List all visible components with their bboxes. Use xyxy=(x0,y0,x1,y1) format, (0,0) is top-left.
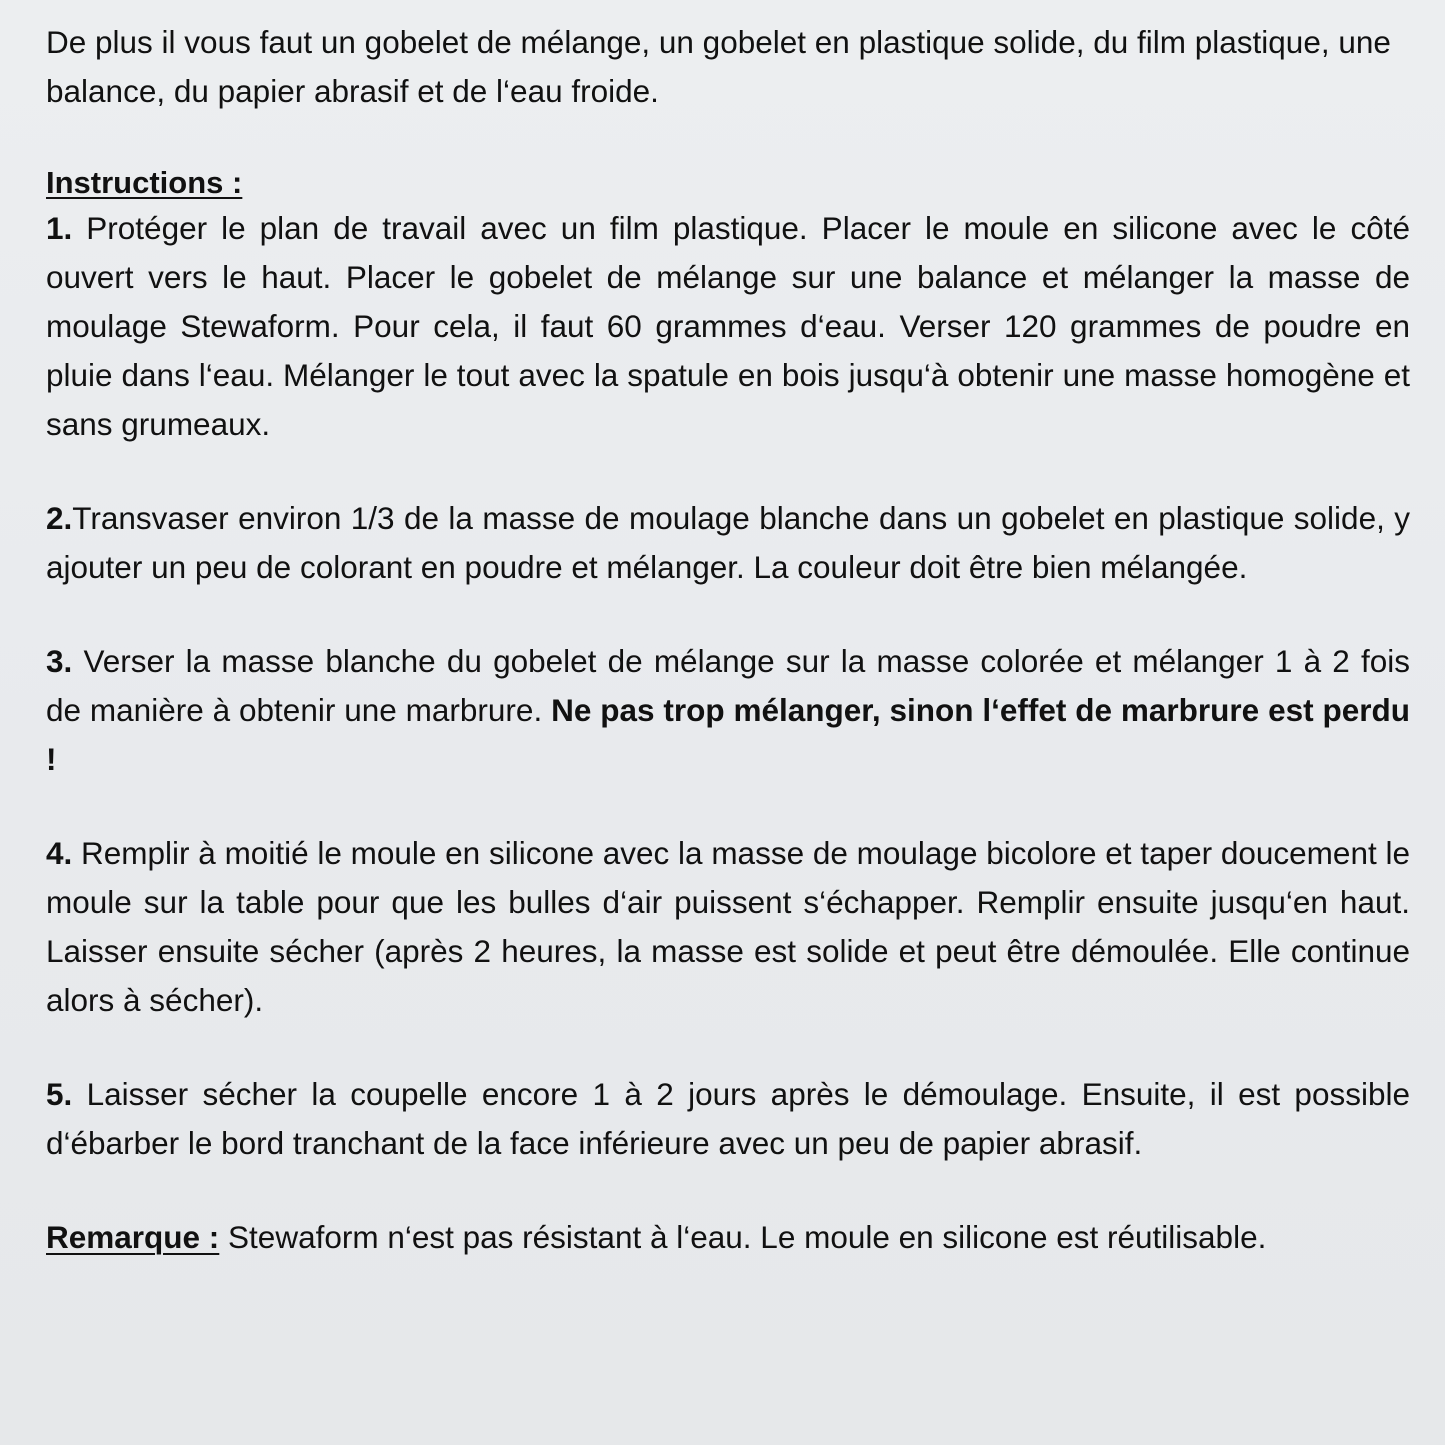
step-text: Laisser sécher la coupelle encore 1 à 2 jours après le démoulage. Ensuite, il est possible d‘ébarber le bord tranchant de la face inférieure avec un peu de papier abrasif. xyxy=(46,1076,1410,1161)
step-number: 2. xyxy=(46,500,73,536)
step-text: Remplir à moitié le moule en silicone avec la masse de moulage bicolore et taper doucement le moule sur la table pour que les bulles d‘air puissent s‘échapper. Remplir ensuite jusqu‘en haut. Laisser ensuite sécher (après 2 heures, la masse est solide et peut être démoulée. Elle continue alors à sécher). xyxy=(46,835,1410,1018)
intro-paragraph: De plus il vous faut un gobelet de mélange, un gobelet en plastique solide, du film plastique, une balance, du papier abrasif et de l‘eau froide. xyxy=(46,24,1391,109)
instructions-heading: Instructions : xyxy=(46,165,243,200)
step-text: Verser la masse blanche du gobelet de mélange sur la masse colorée et mélanger 1 à 2 fois de manière à obtenir une marbrure. xyxy=(46,643,1410,728)
step-number: 5. xyxy=(46,1076,73,1112)
instructions-heading-row xyxy=(46,162,1415,204)
remark-text: Stewaform n‘est pas résistant à l‘eau. Le moule en silicone est réutilisable. xyxy=(219,1219,1267,1255)
step-warning: Ne pas trop mélanger, sinon l‘effet de marbrure est perdu ! xyxy=(46,692,1410,777)
step-text: Protéger le plan de travail avec un film plastique. Placer le moule en silicone avec le côté ouvert vers le haut. Placer le gobelet de mélange sur une balance et mélanger la masse de moulage Stewaform. Pour cela, il faut 60 grammes d‘eau. Verser 120 grammes de poudre en pluie dans l‘eau. Mélanger le tout avec la spatule en bois jusqu‘à obtenir une masse homogène et sans grumeaux. xyxy=(46,210,1410,442)
step-number: 4. xyxy=(46,835,73,871)
step-number: 3. xyxy=(46,643,73,679)
step-2 xyxy=(46,494,1410,592)
step-1 xyxy=(46,204,1410,449)
remark-paragraph xyxy=(46,1213,1410,1262)
remark-label: Remarque : xyxy=(46,1219,220,1255)
step-3 xyxy=(46,637,1410,784)
step-5 xyxy=(46,1070,1410,1168)
step-text: Transvaser environ 1/3 de la masse de moulage blanche dans un gobelet en plastique solide, y ajouter un peu de colorant en poudre et mélanger. La couleur doit être bien mélangée. xyxy=(46,500,1410,585)
step-4 xyxy=(46,829,1410,1025)
step-number: 1. xyxy=(46,210,73,246)
